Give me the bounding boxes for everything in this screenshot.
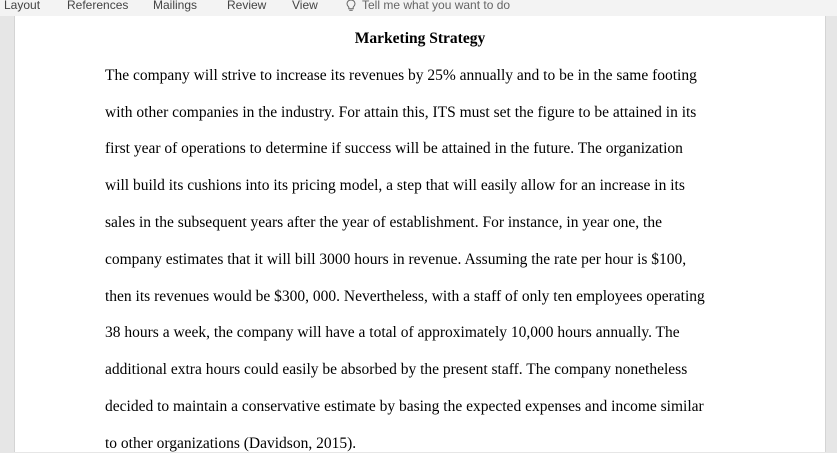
tell-me-placeholder: Tell me what you want to do xyxy=(362,0,511,12)
body-line: with other companies in the industry. For attain this, ITS must set the figure to be attained in its xyxy=(105,104,697,121)
tab-mailings[interactable]: Mailings xyxy=(153,0,198,12)
tell-me-search-box[interactable] xyxy=(346,0,510,12)
body-line: additional extra hours could easily be absorbed by the present staff. The company nonetheless xyxy=(105,361,688,378)
body-line: The company will strive to increase its revenues by 25% annually and to be in the same footing xyxy=(105,67,697,84)
lightbulb-icon xyxy=(346,0,356,12)
tab-references[interactable]: References xyxy=(67,0,129,12)
body-line: will build its cushions into its pricing model, a step that will easily allow for an increase in its xyxy=(105,177,685,194)
document-heading: Marketing Strategy xyxy=(354,30,486,47)
body-line: company estimates that it will bill 3000 hours in revenue. Assuming the rate per hour is $100, xyxy=(105,251,687,268)
body-line: sales in the subsequent years after the year of establishment. For instance, in year one, the xyxy=(105,214,662,231)
ribbon-tab-bar xyxy=(0,0,837,16)
tab-view[interactable]: View xyxy=(292,0,318,12)
body-line: first year of operations to determine if success will be attained in the future. The organization xyxy=(105,140,683,157)
body-line: decided to maintain a conservative estimate by basing the expected expenses and income similar xyxy=(105,398,704,415)
document-page[interactable] xyxy=(14,16,826,452)
body-line: to other organizations (Davidson, 2015). xyxy=(105,435,357,452)
tab-layout[interactable]: Layout xyxy=(4,0,41,12)
tab-review[interactable]: Review xyxy=(227,0,267,12)
body-line: 38 hours a week, the company will have a total of approximately 10,000 hours annually. The xyxy=(105,324,680,341)
body-line: then its revenues would be $300, 000. Nevertheless, with a staff of only ten employees operating xyxy=(105,288,705,305)
